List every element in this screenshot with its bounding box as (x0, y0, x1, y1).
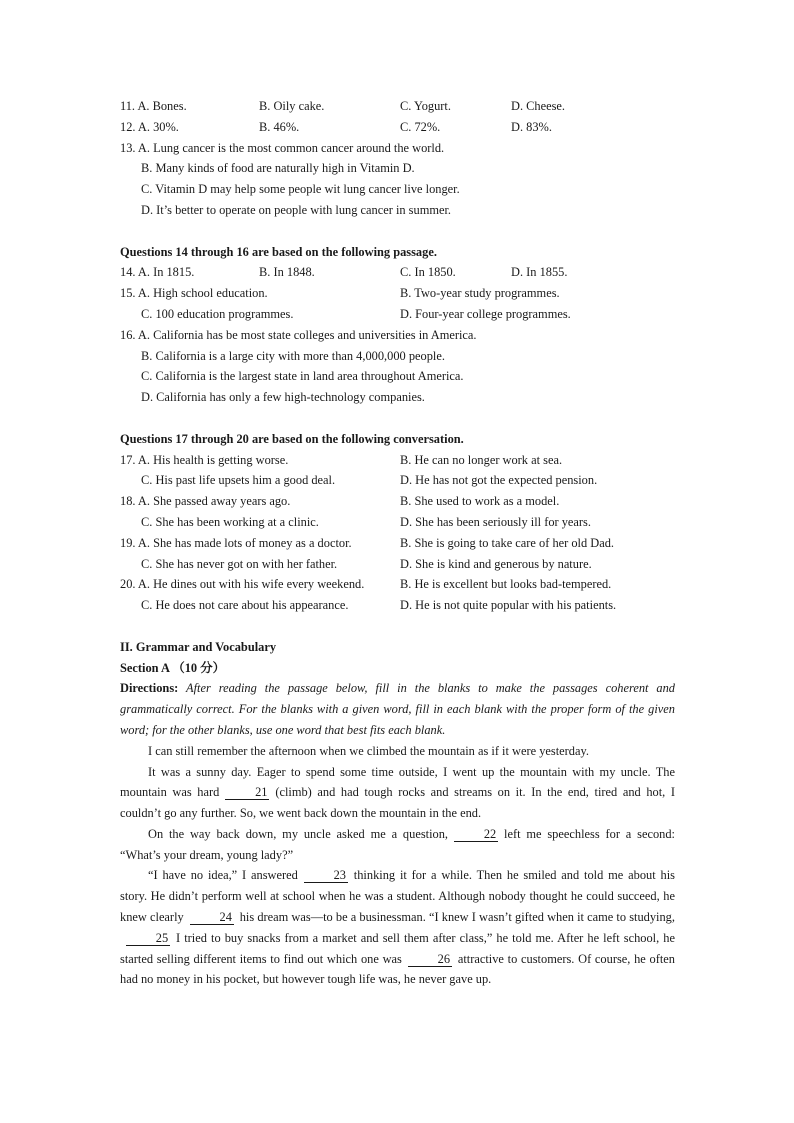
blank-24[interactable]: 24 (190, 911, 234, 925)
question-17-row2 (120, 470, 675, 491)
question-17-option-a: 17. A. His health is getting worse. (120, 452, 289, 467)
directions-label: Directions: (120, 681, 179, 696)
question-14-option-d: D. In 1855. (511, 265, 568, 280)
question-20-row1 (120, 574, 675, 595)
directions (120, 678, 675, 740)
question-18-option-a: 18. A. She passed away years ago. (120, 494, 291, 509)
question-15-option-d: D. Four-year college programmes. (400, 306, 571, 321)
question-15-row2 (120, 304, 675, 325)
question-19-row1 (120, 533, 675, 554)
passage-paragraph-2: It was a sunny day. Eager to spend some time outside, I went up the mountain with my uncle. The mountain was hard 21 (climb) and had tough rocks and streams on it. In the end, tired and hot, I couldn’t go any further. So, we went back down the mountain in the end. (120, 764, 675, 821)
question-19-option-c: C. She has never got on with her father. (141, 556, 338, 571)
question-11-option-c: C. Yogurt. (400, 99, 451, 113)
part-title: II. Grammar and Vocabulary (120, 639, 277, 654)
question-15-option-b: B. Two-year study programmes. (400, 286, 560, 301)
question-20-row2 (120, 595, 675, 616)
question-15-option-c: C. 100 education programmes. (141, 306, 294, 321)
question-17-option-d: D. He has not got the expected pension. (400, 473, 598, 488)
blank-25[interactable]: 25 (126, 932, 170, 946)
question-16-option-b: B. California is a large city with more than 4,000,000 people. (141, 348, 445, 363)
question-17-option-c: C. His past life upsets him a good deal. (141, 473, 336, 488)
question-18-row2 (120, 512, 675, 533)
group-heading-17-20: Questions 17 through 20 are based on the following conversation. (120, 431, 464, 446)
question-14 (120, 262, 675, 283)
passage-paragraph-4: “I have no idea,” I answered 23 thinking it for a while. Then he smiled and told me about his story. He didn’t perform well at school when he was a student. Although nobody thought he could succeed, he knew clearly 24 his dream was—to be a businessman. “I knew I wasn’t gifted when it came to studying,25 I tried to buy snacks from a market and sell them after class,” he told me. After he left school, he started selling different items to find out which one was 26 attractive to customers. Of course, he often had no money in his pocket, but however tough life was, he never gave up. (120, 868, 675, 987)
blank-23[interactable]: 23 (304, 869, 348, 883)
question-20-option-c: C. He does not care about his appearance. (141, 598, 349, 613)
question-13-option-d: D. It’s better to operate on people with lung cancer in summer. (141, 202, 452, 217)
question-14-option-c: C. In 1850. (400, 265, 456, 280)
question-14-option-a: 14. A. In 1815. (120, 265, 195, 280)
question-20-option-b: B. He is excellent but looks bad-tempered. (400, 577, 612, 592)
question-16-option-a: 16. A. California has be most state colleges and universities in America. (120, 327, 477, 342)
section-title: Section A （10 分） (120, 660, 225, 675)
blank-21[interactable]: 21 (225, 786, 269, 800)
question-13-option-b: B. Many kinds of food are naturally high in Vitamin D. (141, 161, 415, 176)
question-12-option-c: C. 72%. (400, 119, 441, 134)
question-18-option-c: C. She has been working at a clinic. (141, 514, 319, 529)
question-14-option-b: B. In 1848. (259, 265, 315, 280)
question-18-option-b: B. She used to work as a model. (400, 494, 560, 509)
question-11-option-a: 11. A. Bones. (120, 99, 187, 113)
question-19-option-d: D. She is kind and generous by nature. (400, 556, 592, 571)
question-16-option-c: C. California is the largest state in land area throughout America. (141, 369, 464, 384)
question-12-option-d: D. 83%. (511, 119, 552, 134)
question-12-option-b: B. 46%. (259, 119, 300, 134)
question-12 (120, 117, 675, 138)
question-18-row1 (120, 491, 675, 512)
question-17-option-b: B. He can no longer work at sea. (400, 452, 563, 467)
blank-22[interactable]: 22 (454, 828, 498, 842)
blank-26[interactable]: 26 (408, 953, 452, 967)
question-15-row1 (120, 283, 675, 304)
question-16-option-d: D. California has only a few high-technology companies. (141, 390, 425, 405)
question-12-option-a: 12. A. 30%. (120, 119, 179, 134)
exam-page (120, 96, 675, 990)
question-13-option-a: 13. A. Lung cancer is the most common cancer around the world. (120, 140, 445, 155)
question-11-option-d: D. Cheese. (511, 99, 566, 113)
question-18-option-d: D. She has been seriously ill for years. (400, 514, 591, 529)
passage-paragraph-3: On the way back down, my uncle asked me a question, 22 left me speechless for a second: “What’s your dream, young lady?” (120, 826, 675, 862)
question-20-option-a: 20. A. He dines out with his wife every weekend. (120, 577, 365, 592)
question-17-row1 (120, 450, 675, 471)
question-13-option-c: C. Vitamin D may help some people wit lung cancer live longer. (141, 182, 460, 197)
question-19-row2 (120, 554, 675, 575)
question-11-option-b: B. Oily cake. (259, 99, 325, 113)
question-19-option-a: 19. A. She has made lots of money as a doctor. (120, 535, 352, 550)
passage-paragraph-1: I can still remember the afternoon when we climbed the mountain as if it were yesterday. (148, 743, 589, 758)
question-19-option-b: B. She is going to take care of her old Dad. (400, 535, 615, 550)
question-11 (120, 96, 675, 117)
question-15-option-a: 15. A. High school education. (120, 286, 268, 301)
question-20-option-d: D. He is not quite popular with his patients. (400, 598, 617, 613)
directions-text: After reading the passage below, fill in the blanks to make the passages coherent and grammatically correct. For the blanks with a given word, fill in each blank with the proper form of the given word; for the other blanks, use one word that best fits each blank. (120, 681, 675, 737)
group-heading-14-16: Questions 14 through 16 are based on the following passage. (120, 244, 437, 259)
